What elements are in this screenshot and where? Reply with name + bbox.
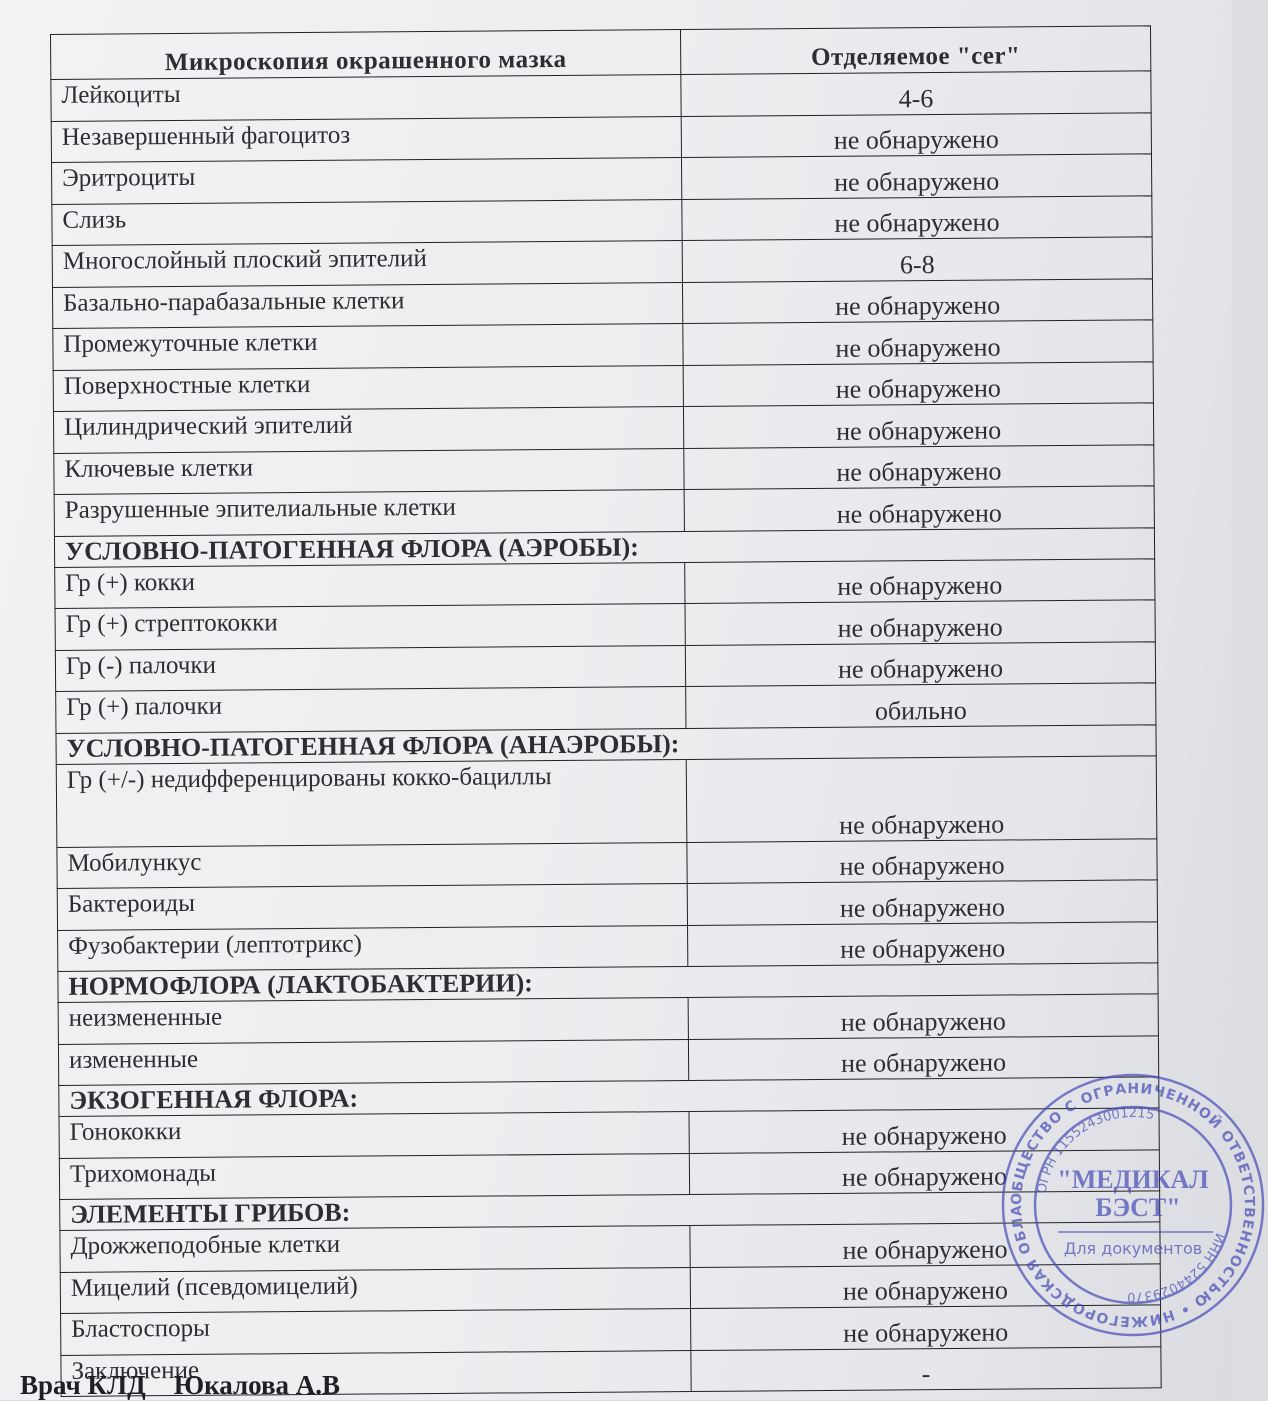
doctor-signature-line (20, 1370, 368, 1401)
test-name-cell: Поверхностные клетки (53, 365, 683, 411)
test-result-cell: обильно (686, 683, 1156, 728)
test-result-cell: не обнаружено (685, 641, 1155, 686)
section-title: УСЛОВНО-ПАТОГЕННАЯ ФЛОРА (АНАЭРОБЫ): (56, 728, 686, 764)
table-header-row (51, 26, 1151, 80)
test-name-cell: Мобилункус (57, 842, 687, 888)
stamp-graphic (998, 1070, 1268, 1340)
stamp-purpose: Для документов (1063, 1239, 1203, 1258)
test-name-cell: Мицелий (псевдомицелий) (60, 1267, 690, 1313)
test-name-cell: Гр (+) палочки (56, 687, 686, 733)
test-name-cell: Промежуточные клетки (53, 324, 683, 370)
test-name-cell: Фузобактерии (лептотрикс) (58, 925, 688, 971)
test-name-cell: Цилиндрический эпителий (53, 407, 683, 453)
test-result-cell: не обнаружено (685, 558, 1155, 603)
section-empty-cell (688, 963, 1158, 998)
test-name-cell: измененные (58, 1039, 688, 1085)
test-result-cell: не обнаружено (683, 320, 1153, 365)
test-result-cell: - (691, 1346, 1161, 1391)
test-result-cell: не обнаружено (683, 403, 1153, 448)
test-result-cell: не обнаружено (691, 1305, 1161, 1350)
test-result-cell: не обнаружено (684, 486, 1154, 531)
test-name-cell: неизмененные (58, 998, 688, 1044)
test-name-cell: Базально-парабазальные клетки (52, 282, 682, 328)
stamp-name-line2: БЭСТ" (1095, 1193, 1181, 1222)
test-result-cell: не обнаружено (689, 1108, 1159, 1153)
stamp-inn: ИНН 5244029370 (1126, 1230, 1228, 1305)
section-title: ЭКЗОГЕННАЯ ФЛОРА: (59, 1081, 689, 1117)
test-result-cell: не обнаружено (688, 1035, 1158, 1080)
test-name-cell: Бактероиды (57, 884, 687, 930)
section-empty-cell (684, 527, 1154, 562)
table-body (51, 71, 1161, 1397)
test-name-cell: Трихомонады (59, 1153, 689, 1199)
section-title: НОРМОФЛОРА (ЛАКТОБАКТЕРИИ): (58, 967, 688, 1003)
test-result-cell: не обнаружено (686, 755, 1157, 842)
stamp-outer-ring-text: ОБЩЕСТВО С ОГРАНИЧЕННОЙ ОТВЕТСТВЕННОСТЬЮ • НИЖЕГОРОДСКАЯ ОБЛА (1008, 1080, 1258, 1330)
stamp-ogrn: ОГРН 1155243001215 (1034, 1105, 1156, 1195)
test-name-cell: Гонококки (59, 1112, 689, 1158)
test-result-cell: не обнаружено (688, 994, 1158, 1039)
test-result-cell: не обнаружено (685, 600, 1155, 645)
test-name-cell: Разрушенные эпителиальные клетки (54, 490, 684, 536)
test-result-cell: не обнаружено (687, 838, 1157, 883)
test-name-cell: Эритроциты (52, 158, 682, 204)
test-result-cell: 4-6 (681, 71, 1151, 116)
test-name-cell: Дрожжеподобные клетки (60, 1226, 690, 1272)
test-result-cell: 6-8 (682, 237, 1152, 282)
test-result-cell: не обнаружено (683, 361, 1153, 406)
test-result-cell: не обнаружено (682, 195, 1152, 240)
doctor-position: Врач КЛД (20, 1370, 146, 1400)
test-result-cell: не обнаружено (681, 154, 1151, 199)
test-result-cell: не обнаружено (690, 1263, 1160, 1308)
clinic-stamp (998, 1070, 1268, 1340)
doctor-name: Юкалова А.В (173, 1370, 341, 1400)
header-test-name: Микроскопия окрашенного мазка (51, 30, 681, 80)
test-name-cell: Лейкоциты (51, 75, 681, 121)
test-result-cell: не обнаружено (687, 880, 1157, 925)
test-result-cell: не обнаружено (689, 1149, 1159, 1194)
test-result-cell: не обнаружено (684, 444, 1154, 489)
section-title: УСЛОВНО-ПАТОГЕННАЯ ФЛОРА (АЭРОБЫ): (54, 531, 684, 567)
test-name-cell: Гр (-) палочки (55, 645, 685, 691)
test-result-cell: не обнаружено (690, 1222, 1160, 1267)
test-name-cell: Гр (+/-) недифференцированы кокко-бациллы (56, 759, 687, 847)
test-name-cell: Многослойный плоский эпителий (52, 241, 682, 287)
section-title: ЭЛЕМЕНТЫ ГРИБОВ: (60, 1195, 690, 1231)
test-name-cell: Ключевые клетки (54, 448, 684, 494)
test-name-cell: Гр (+) стрептококки (55, 604, 685, 650)
header-specimen: Отделяемое "cer" (680, 26, 1150, 75)
test-name-cell: Гр (+) кокки (55, 562, 685, 608)
smear-microscopy-table (50, 25, 1162, 1397)
section-empty-cell (686, 724, 1156, 759)
test-result-cell: не обнаружено (681, 112, 1151, 157)
table-row (56, 755, 1157, 847)
test-name-cell: Бластоспоры (61, 1309, 691, 1355)
test-name-cell: Слизь (52, 199, 682, 245)
test-result-cell: не обнаружено (688, 921, 1158, 966)
test-result-cell: не обнаружено (682, 278, 1152, 323)
test-name-cell: Заключение (61, 1350, 691, 1396)
stamp-name-line1: "МЕДИКАЛ (1057, 1165, 1209, 1194)
test-name-cell: Незавершенный фагоцитоз (51, 116, 681, 162)
